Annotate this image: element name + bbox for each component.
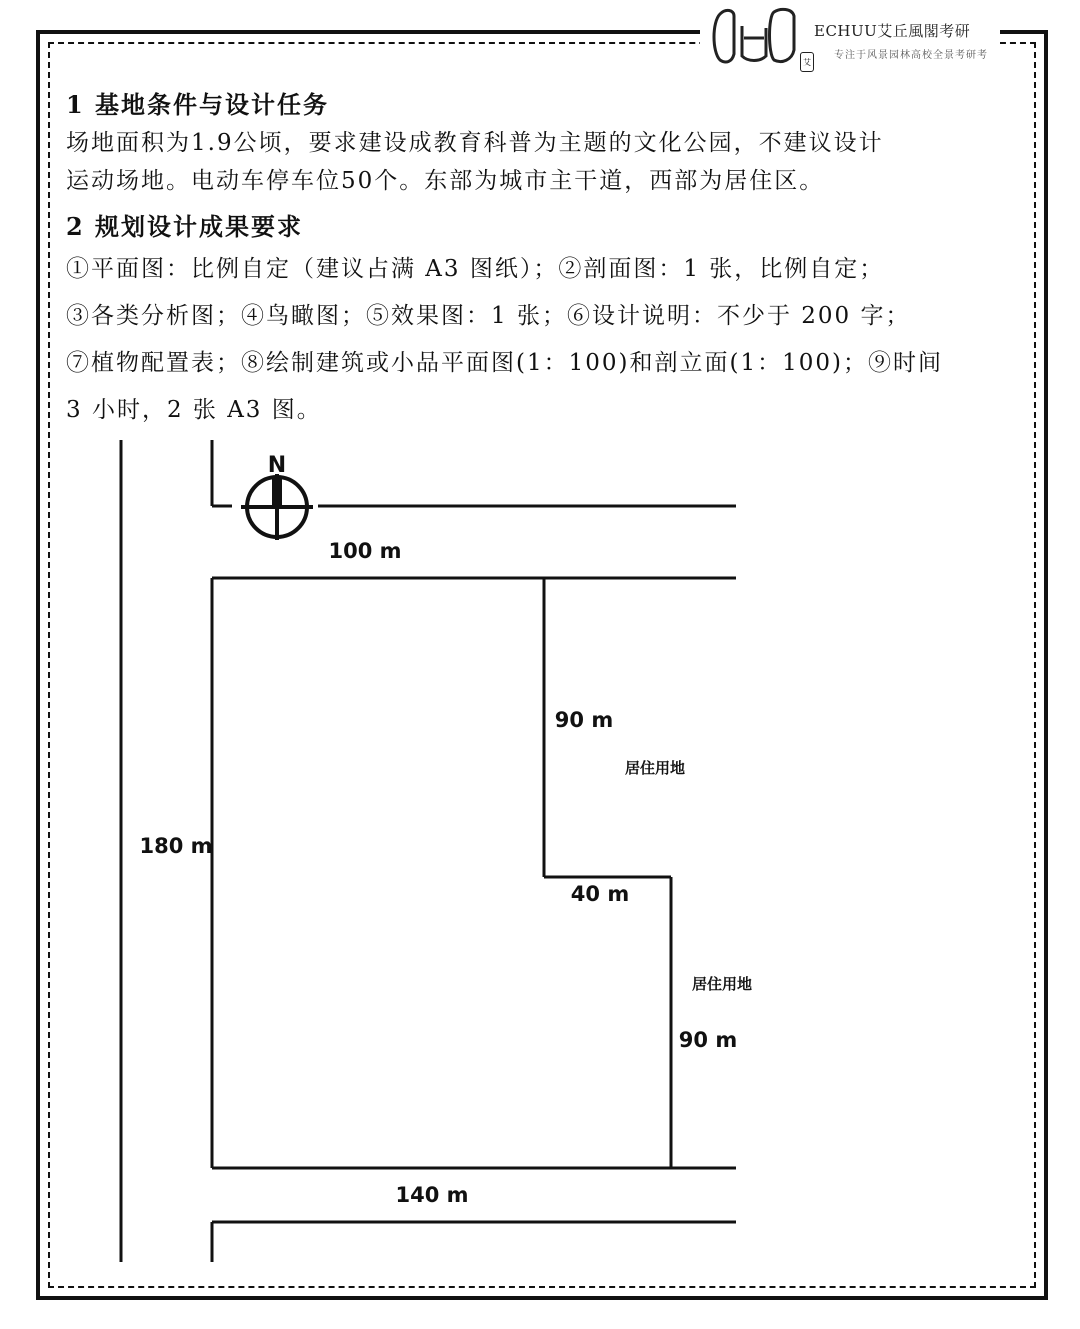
section2-line: 3 小时，2 张 A3 图。 (66, 397, 322, 423)
dim-right-upper: 90 m (554, 708, 614, 732)
zone-residential-upper: 居住用地 (624, 759, 686, 777)
north-arrow-icon (241, 474, 313, 540)
section1-title: 1 基地条件与设计任务 (66, 90, 330, 119)
section2-title: 2 规划设计成果要求 (66, 212, 304, 241)
dim-bottom: 140 m (395, 1183, 469, 1207)
dim-step: 40 m (570, 882, 630, 906)
dim-right-lower: 90 m (678, 1028, 738, 1052)
dim-left: 180 m (139, 834, 213, 858)
brand-name: ECHUU艾丘風閣考研 (814, 22, 971, 40)
section2-line: ⑦植物配置表；⑧绘制建筑或小品平面图(1：100)和剖立面(1：100)；⑨时间 (66, 350, 943, 376)
brand-seal: 艾 (800, 52, 814, 72)
section2-line: ③各类分析图；④鸟瞰图；⑤效果图：1 张；⑥设计说明：不少于 200 字； (66, 303, 911, 329)
section1-line: 运动场地。电动车停车位50个。东部为城市主干道，西部为居住区。 (66, 168, 825, 194)
section2-line: ①平面图：比例自定（建议占满 A3 图纸）；②剖面图：1 张，比例自定； (66, 256, 885, 282)
dim-top: 100 m (328, 539, 402, 563)
section1-line: 场地面积为1.9公顷，要求建设成教育科普为主题的文化公园，不建议设计 (66, 130, 884, 156)
brand-slogan: 专注于风景园林高校全景考研考 (834, 50, 988, 61)
zone-residential-lower: 居住用地 (691, 975, 753, 993)
north-label: N (267, 453, 287, 478)
